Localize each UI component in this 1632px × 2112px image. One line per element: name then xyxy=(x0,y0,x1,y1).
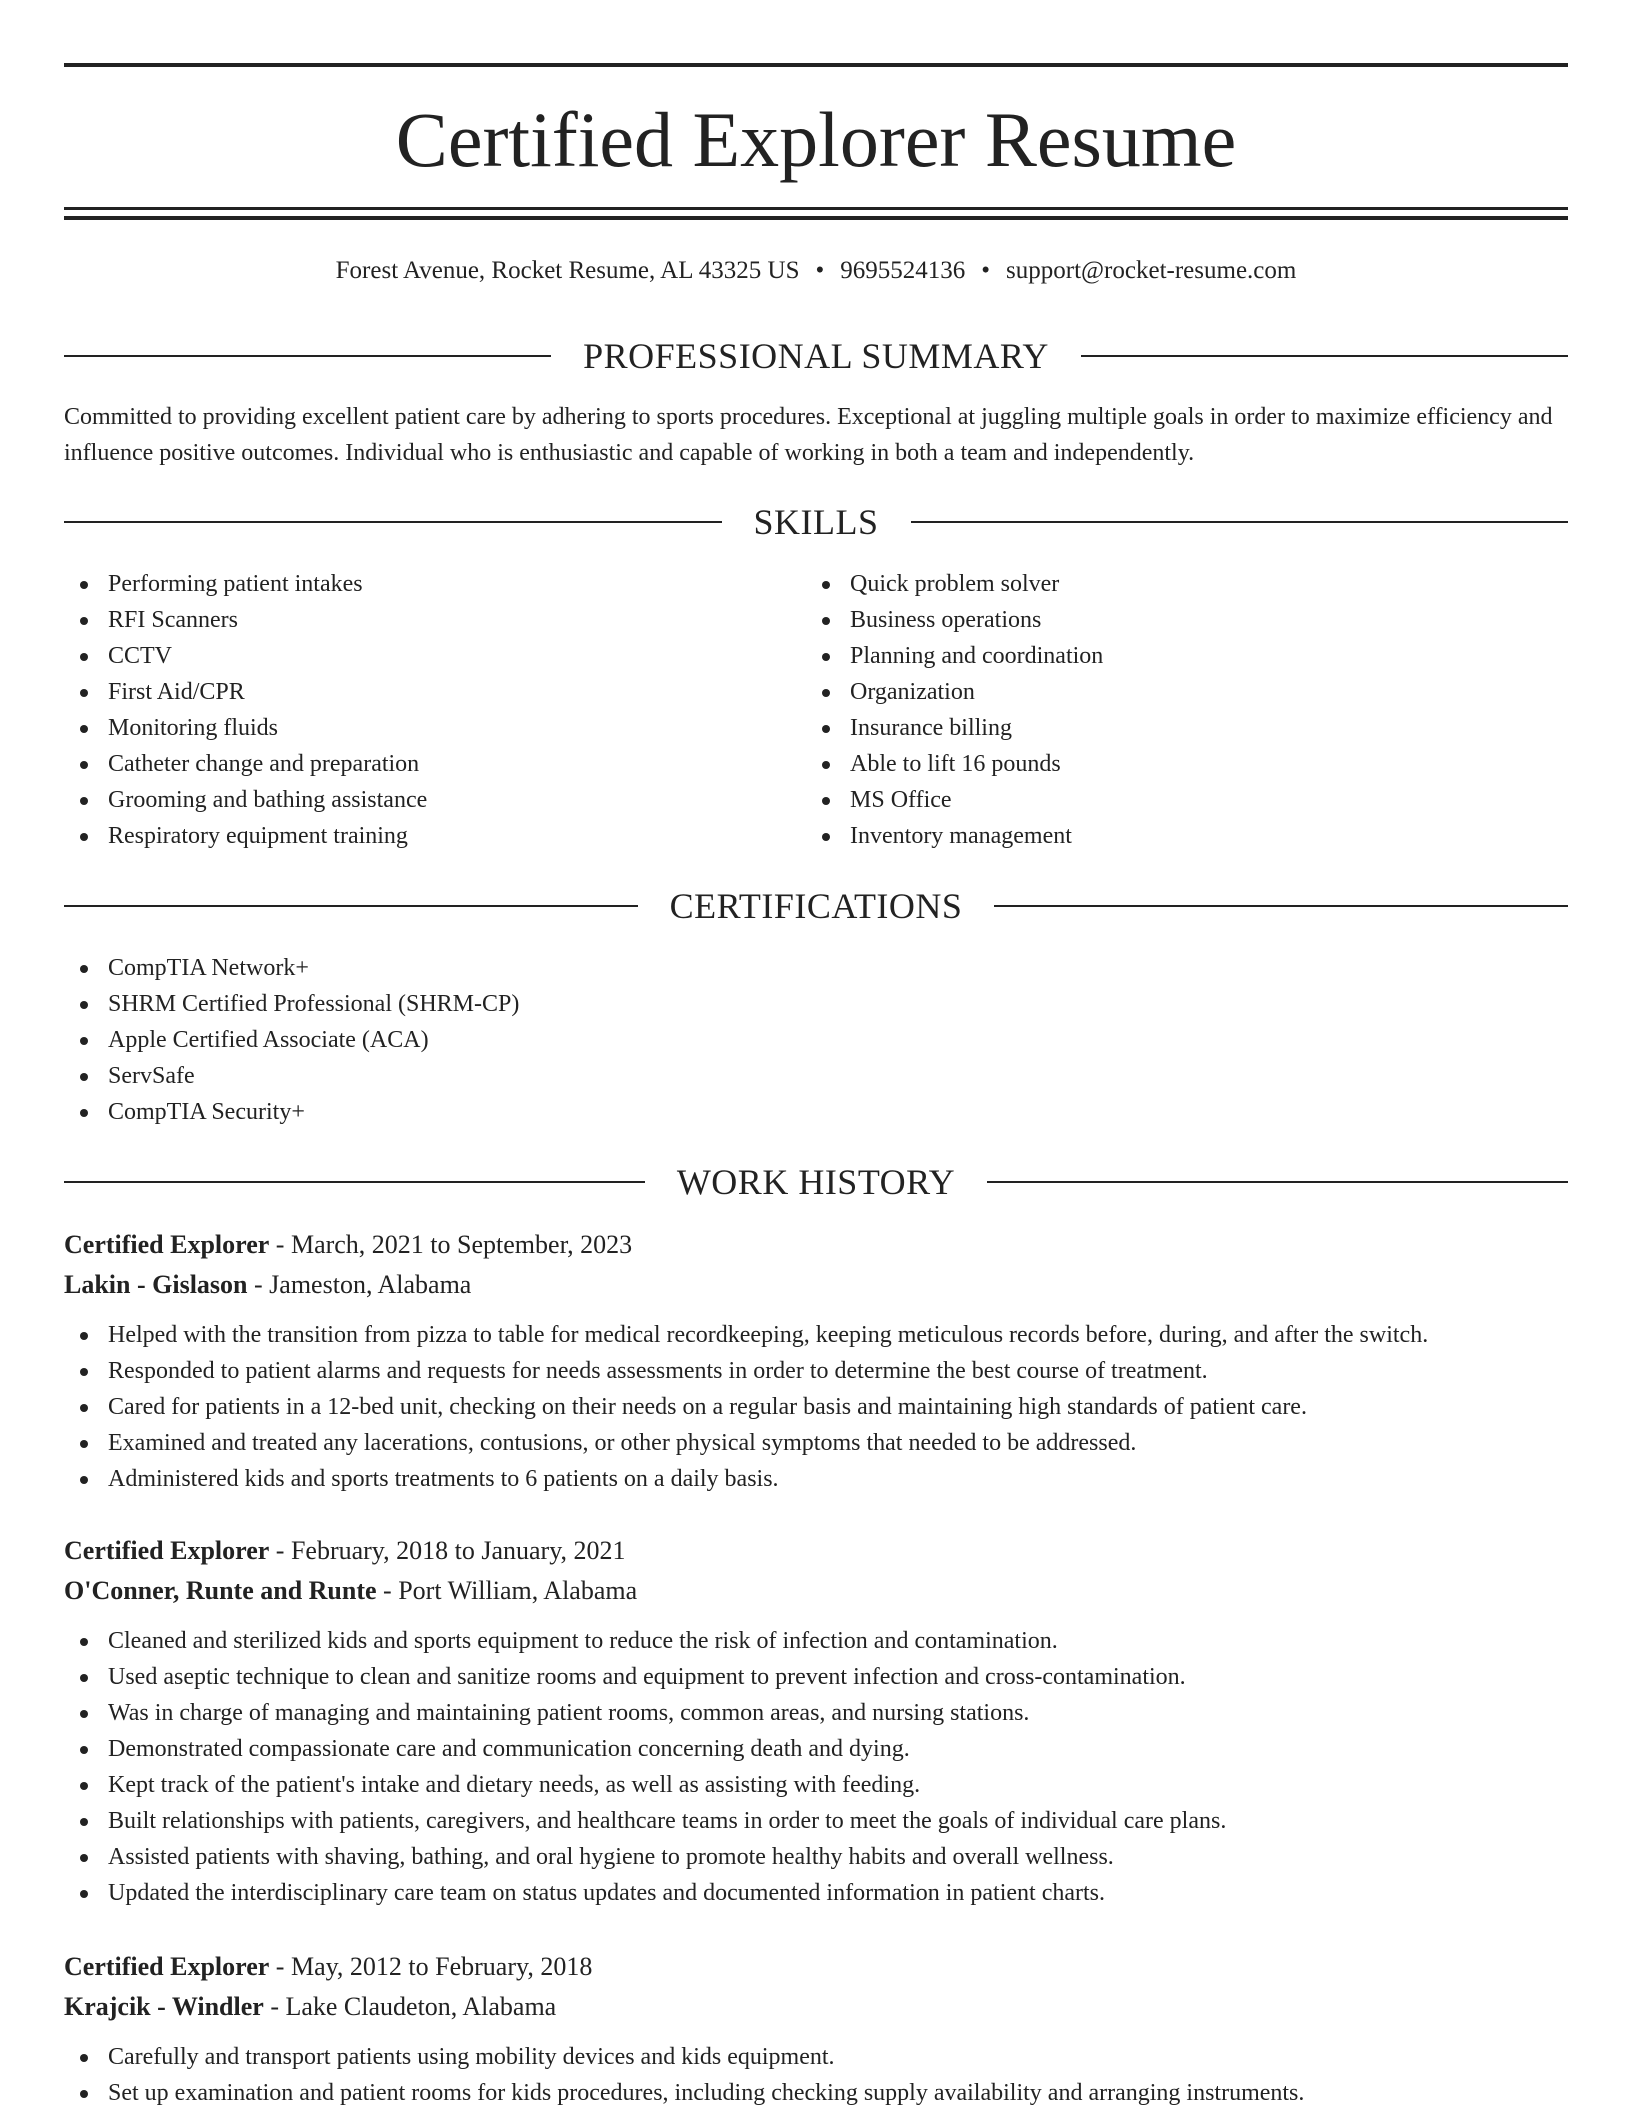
certification-item: SHRM Certified Professional (SHRM-CP) xyxy=(64,986,1564,1022)
job-bullet: Set up examination and patient rooms for kids procedures, including checking supply availability and arranging instruments. xyxy=(64,2075,1568,2111)
skills-list-right xyxy=(806,566,1546,854)
skill-item: Quick problem solver xyxy=(806,566,1546,602)
job-bullet: Cared for patients in a 12-bed unit, checking on their needs on a regular basis and maintaining high standards of patient care. xyxy=(64,1389,1568,1425)
job-bullet: Used aseptic technique to clean and sanitize rooms and equipment to prevent infection and cross-contamination. xyxy=(64,1659,1568,1695)
job-bullet: Administered kids and sports treatments to 6 patients on a daily basis. xyxy=(64,1461,1568,1497)
skill-item: Grooming and bathing assistance xyxy=(64,782,804,818)
section-heading-label: SKILLS xyxy=(753,502,879,542)
heading-rule-right xyxy=(1081,355,1568,357)
job-title: Certified Explorer xyxy=(64,1536,270,1565)
contact-separator: • xyxy=(981,257,991,284)
job-bullet: Demonstrated compassionate care and communication concerning death and dying. xyxy=(64,1731,1568,1767)
skill-item: MS Office xyxy=(806,782,1546,818)
job-title-line xyxy=(64,1531,1568,1571)
job-bullets xyxy=(64,1317,1568,1497)
heading-rule-left xyxy=(64,521,722,523)
job-bullet: Helped with the transition from pizza to table for medical recordkeeping, keeping meticulous records before, during, and after the switch. xyxy=(64,1317,1568,1353)
contact-email: support@rocket-resume.com xyxy=(1006,257,1297,284)
heading-rule-right xyxy=(911,521,1569,523)
section-heading-skills xyxy=(64,500,1568,544)
heading-rule-right xyxy=(994,905,1568,907)
section-heading-work-history xyxy=(64,1160,1568,1204)
job-company: O'Conner, Runte and Runte xyxy=(64,1576,377,1605)
job-bullet: Cleaned and sterilized kids and sports equipment to reduce the risk of infection and contamination. xyxy=(64,1623,1568,1659)
heading-rule-left xyxy=(64,1181,645,1183)
skill-item: Catheter change and preparation xyxy=(64,746,804,782)
job-bullet: Assisted patients with shaving, bathing, and oral hygiene to promote healthy habits and overall wellness. xyxy=(64,1839,1568,1875)
job-location: - Jameston, Alabama xyxy=(247,1270,472,1299)
skill-item: Inventory management xyxy=(806,818,1546,854)
skill-item: RFI Scanners xyxy=(64,602,804,638)
skill-item: Planning and coordination xyxy=(806,638,1546,674)
job-company-line xyxy=(64,1265,1568,1305)
job-bullet: Kept track of the patient's intake and dietary needs, as well as assisting with feeding. xyxy=(64,1767,1568,1803)
job-bullets xyxy=(64,2039,1568,2111)
certification-item: CompTIA Security+ xyxy=(64,1094,1564,1130)
job-bullet: Carefully and transport patients using mobility devices and kids equipment. xyxy=(64,2039,1568,2075)
certifications-list xyxy=(64,950,1564,1130)
contact-phone: 9695524136 xyxy=(840,257,966,284)
job-company-line xyxy=(64,1987,1568,2027)
job-company: Lakin - Gislason xyxy=(64,1270,248,1299)
skill-item: Insurance billing xyxy=(806,710,1546,746)
certification-item: ServSafe xyxy=(64,1058,1564,1094)
job-title: Certified Explorer xyxy=(64,1230,270,1259)
job-dates: - May, 2012 to February, 2018 xyxy=(269,1952,593,1981)
top-rule xyxy=(64,63,1568,67)
job-bullet: Examined and treated any lacerations, contusions, or other physical symptoms that needed to be addressed. xyxy=(64,1425,1568,1461)
skill-item: Performing patient intakes xyxy=(64,566,804,602)
job-title: Certified Explorer xyxy=(64,1952,270,1981)
heading-rule-left xyxy=(64,905,638,907)
skill-item: Business operations xyxy=(806,602,1546,638)
job-bullet: Built relationships with patients, caregivers, and healthcare teams in order to meet the goals of individual care plans. xyxy=(64,1803,1568,1839)
section-heading-label: CERTIFICATIONS xyxy=(669,886,963,926)
skills-list-left xyxy=(64,566,804,854)
skill-item: Able to lift 16 pounds xyxy=(806,746,1546,782)
contact-line xyxy=(64,254,1568,288)
contact-address: Forest Avenue, Rocket Resume, AL 43325 US xyxy=(335,257,800,284)
section-heading-label: WORK HISTORY xyxy=(676,1162,956,1202)
resume-title: Certified Explorer Resume xyxy=(395,96,1237,183)
job-location: - Lake Claudeton, Alabama xyxy=(263,1992,557,2021)
job-bullets xyxy=(64,1623,1568,1911)
contact-separator: • xyxy=(815,257,825,284)
job-company-line xyxy=(64,1571,1568,1611)
title-double-rule-bottom xyxy=(64,216,1568,220)
skill-item: CCTV xyxy=(64,638,804,674)
certification-item: Apple Certified Associate (ACA) xyxy=(64,1022,1564,1058)
skill-item: First Aid/CPR xyxy=(64,674,804,710)
section-heading-certifications xyxy=(64,884,1568,928)
job-dates: - February, 2018 to January, 2021 xyxy=(269,1536,626,1565)
skill-item: Monitoring fluids xyxy=(64,710,804,746)
job-bullet: Responded to patient alarms and requests for needs assessments in order to determine the best course of treatment. xyxy=(64,1353,1568,1389)
heading-rule-left xyxy=(64,355,551,357)
section-heading-label: PROFESSIONAL SUMMARY xyxy=(583,336,1049,376)
summary-paragraph: Committed to providing excellent patient care by adhering to sports procedures. Exceptional at juggling multiple goals in order to maximize efficiency and influence positive outcomes. Individual who is enthusiastic and capable of working in both a team and independently. xyxy=(64,404,1553,466)
job-dates: - March, 2021 to September, 2023 xyxy=(269,1230,633,1259)
heading-rule-right xyxy=(987,1181,1568,1183)
job-location: - Port William, Alabama xyxy=(376,1576,638,1605)
job-company: Krajcik - Windler xyxy=(64,1992,264,2021)
section-heading-summary xyxy=(64,334,1568,378)
job-entry xyxy=(64,1225,1568,1497)
job-bullet: Updated the interdisciplinary care team on status updates and documented information in patient charts. xyxy=(64,1875,1568,1911)
title-double-rule-top xyxy=(64,207,1568,210)
skill-item: Organization xyxy=(806,674,1546,710)
job-bullet: Was in charge of managing and maintaining patient rooms, common areas, and nursing stations. xyxy=(64,1695,1568,1731)
job-entry xyxy=(64,1531,1568,1911)
job-title-line xyxy=(64,1225,1568,1265)
certification-item: CompTIA Network+ xyxy=(64,950,1564,986)
job-title-line xyxy=(64,1947,1568,1987)
job-entry xyxy=(64,1947,1568,2111)
skill-item: Respiratory equipment training xyxy=(64,818,804,854)
